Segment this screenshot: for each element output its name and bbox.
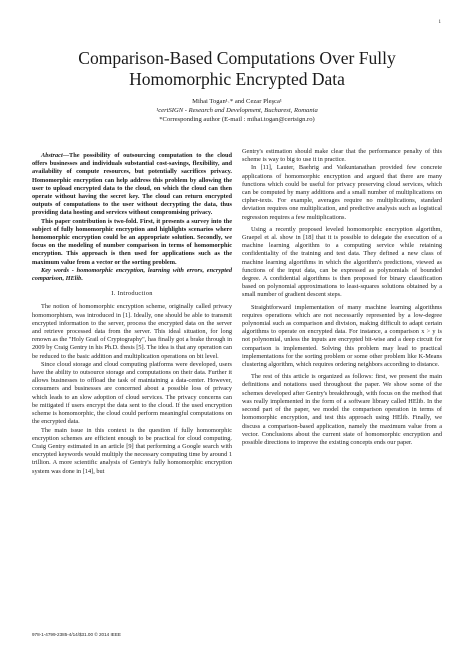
contribution-text: This paper contribution is two-fold. First, it presents a survey into the subject of fully homomorphic encryption and highlights scenarios where homomorphic encryption could be an appropriate solution. Secondly, we focus on the modeling of number comparison in terms of homomorphic encryption. This approach is then used for applications such as the maximum value from a vector or the sorting problem. [32, 217, 232, 266]
abstract-text [32, 152, 232, 218]
title-line-1: Comparison-Based Computations Over Fully [78, 48, 396, 68]
author-block [0, 98, 474, 124]
abstract-label: Abstract [41, 152, 63, 159]
right-paragraph-3: Using a recently proposed leveled homomorphic encryption algorithm, Graepel et al. show in [18] that it is possible to delegate the execution of a machine learning algorithm to a computing service while retaining confidentiality of the training and test data. They defined a new class of machine learning algorithms in which the algorithm's predictions, viewed as functions of the input data, can be expressed as polynomials of bounded degree. A confidential algorithms is then proposed for binary classification based on polynomial approximations to least-squares solutions obtained by a small number of gradient descent steps. [242, 225, 442, 299]
page-number: 1 [438, 20, 441, 25]
right-paragraph-4: Straightforward implementation of many machine learning algorithms requires operations which are not necessarily represented by a low-degree polynomial such as comparison and division, making difficult to adapt certain algorithms to operate on encrypted data. For instance, a comparison x > y is not polynomial, unless the inputs are encrypted bit-wise and a deep circuit for comparison is implemented. Solving this problem may lead to practical implementations for the sorting problem or some other problem like K-Means clustering algorithm, which requires ordering neighbors according to distance. [242, 303, 442, 369]
section-heading-introduction: I. Introduction [111, 290, 153, 298]
title-line-2: Homomorphic Encrypted Data [129, 69, 345, 89]
paper-title [0, 48, 474, 90]
abstract-body: —The possibility of outsourcing computation to the cloud offers businesses and individuals substantial cost-savings, flexibility, and availability of compute resources, but potentially sacrifices privacy. Homomorphic encryption can help address this problem by allowing the user to upload encrypted data to the cloud, on which the cloud can then operate without having the secret key. The cloud can return encrypted outputs of computations to the user without decrypting the data, thus providing data hosting and services without compromising privacy. [32, 152, 232, 217]
right-column [242, 148, 442, 447]
author-names: Mihai Togan¹˒* and Cezar Pleşca¹ [192, 98, 282, 105]
author-affiliation: ¹certSIGN - Research and Development, Bucharest, Romania [156, 106, 318, 114]
corresponding-author: *Corresponding author (E-mail : mihai.togan@certsign.ro) [159, 115, 315, 123]
intro-paragraph-3: The main issue in this context is the question if fully homomorphic encryption schemes are efficient enough to be practical for cloud computing. Craig Gentry estimated in an article [9] that performing a Google search with encrypted keywords would multiply the necessary computing time by around 1 trillion. A more scientific analysis of Gentry's fully homomorphic encryption system was done in [14], but [32, 426, 232, 475]
right-paragraph-5: The rest of this article is organized as follows: first, we present the main definitions and notations used throughout the paper. We show some of the schemes developed after Gentry's breakthrough, with focus on the method that was really implemented in the form of a software library called HElib. In the second part of the paper, we model the comparison operation in terms of homomorphic encryption, and test this approach using HElib. Finally, we discuss a comparison-based application, namely the maximum value from a vector. Conclusions about the current state of homomorphic encryption and possible directions to improve the existing concepts ends our paper. [242, 373, 442, 446]
intro-paragraph-1: The notion of homomorphic encryption scheme, originally called privacy homomorphism, was introduced in [1]. Ideally, one should be able to transmit encrypted information to the server, process the encrypted data on the server and retrieve processed data from the server. This ideal situation, for long renown as the "Holy Grail of Cryptography", has finally got a brake through in 2009 by Craig Gentry in his Ph.D. thesis [5]. The idea is that any operation can be reduced to the basic addition and multiplication operations on bit level. [32, 303, 232, 360]
copyright-footer: 978-1-4799-2385-4/14/$31.00 © 2014 IEEE [32, 632, 121, 637]
right-paragraph-1: Gentry's estimation should make clear that the performance penalty of this scheme is way to big to use it in practice. [242, 148, 442, 164]
right-paragraph-2: In [11], Lauter, Baehrig and Vaikuntanathan provided few concrete applications of homomorphic encryption and argued that there are many functions which could be useful for privacy preserving cloud services, which can be computed by many additions and a small number of multiplications on cipher-texts. For example, averages require no multiplications, standard deviation requires one multiplication, and predictive analysis such as logistical regression requires a few multiplications. [242, 164, 442, 221]
abstract-block [32, 152, 232, 283]
intro-paragraph-2: Since cloud storage and cloud computing platforms were developed, users have the ability to outsource storage and computations on their data. Further it allows businesses to offload the task of maintaining a data-center. However, consumers and businesses are concerned about a possible loss of privacy which leads to an slow adoption of cloud services. The privacy concerns can be mitigated if users encrypt the data sent to the cloud. If the used encryption scheme is homomorphic, the cloud could perform meaningful computations on the encrypted data. [32, 360, 232, 426]
left-column [32, 152, 232, 476]
keywords: Key words - homomorphic encryption, learning with errors, encrypted comparison, HElib. [32, 266, 232, 283]
